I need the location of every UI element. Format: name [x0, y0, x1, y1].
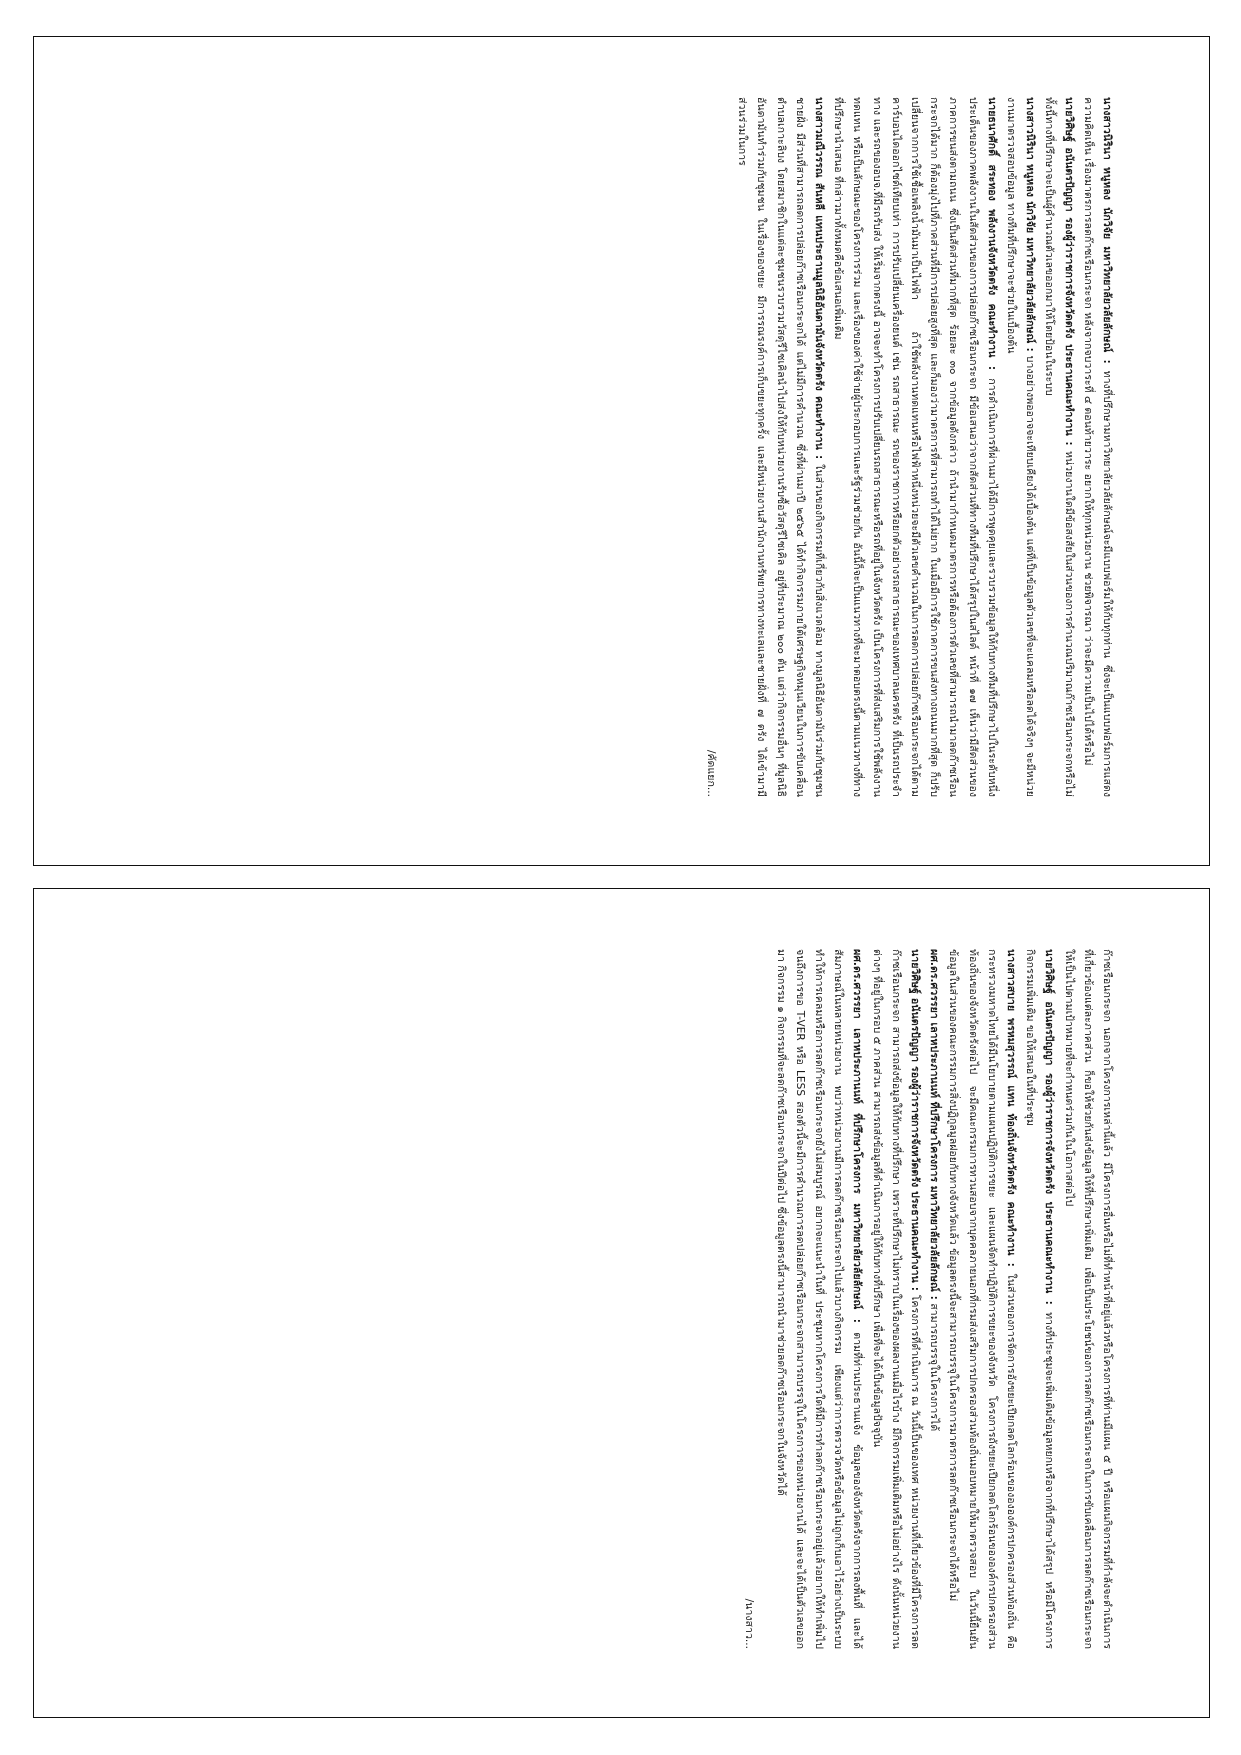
paragraph-text: ทางที่ปรึกษามหาวิทยาลัยวลัยลักษณ์จะมีแบบฟอร์มให้กับทุกท่าน ซึ่งจะเป็นแบบฟอร์มการแสดงความคิดเห็น เรื่องมาตรการลดก๊าซเรือนกระจก หลังจากจบวาระที่ ๔ ตอนท้ายวาระ อยากให้ทุกหน่วยงาน ช่วยพิจารณา ว่าจะมีความเป็นไปได้หรือไม่: [1081, 97, 1113, 797]
speaker-name: นางสาวนิรินา หนูหลง นักวิจัย มหาวิทยาลัยวลัยลักษณ์ :: [1024, 97, 1037, 352]
paragraph-text: ตามที่ท่านประธานแจ้ง ข้อมูลของจังหวัดตรังจากการลงพื้นที่ และได้สัมภาษณ์ในหลายหน่วยงาน พบว่าหน่วยงานมีการลดก๊าซเรือนกระจกไปแล้วบางกิจกรรม เพียงแต่ว่าการตรวจวัดหรือข้อมูลไม่ถูกเก็บเอาไว้อย่างเป็นระบบ ทำให้การเคลมหรือการลดก๊าซเรือนกระจกยังไม่สมบูรณ์ อยากจะแนะนำในที่ ประชุมหากโครงการใดที่มีการทำลดก๊าซเรือนกระจกอยู่แล้วอยากให้ทำเพิ่มไปจนถึงการขอ T-VER หรือ LESS สองตัวนี้จะมีการคำนวณการลดปล่อยก๊าซเรือนกระจกสามารถบรรจุในโครงการของหน่วยงานได้ และจะได้เป็นตัวเลขออกมา กิจกรรม ๑ กิจกรรมที่จะลดก๊าซเรือนกระจกในปีต่อไป ซึ่งข้อมูลตรงนี้สามารถนำมาช่วยลดก๊าซเรือนกระจกในจังหวัดได้: [774, 949, 864, 1649]
paragraph: [924, 949, 943, 1649]
speaker-name: นางสาวนิรินา หนูหลง นักวิจัย มหาวิทยาลัยวลัยลักษณ์ :: [1101, 97, 1113, 364]
paragraph: [1078, 97, 1116, 797]
speaker-name: ผศ.ดร.ศวรรยา เลาหประภานนท์ ที่ปรึกษาโครงการ มหาวิทยาลัยวลัยลักษณ์ :: [928, 949, 941, 1300]
page-2-text-block: [741, 949, 1116, 1649]
speaker-name: นายวิศิษฐ์ อนันตรปัญญา รองผู้ว่าราชการจังหวัดตรัง ประธานคณะทำงาน :: [908, 949, 921, 1292]
paragraph: [828, 97, 1001, 797]
paragraph: [732, 97, 828, 797]
speaker-name: นายวิศิษฐ์ อนันตรปัญญา รองผู้ว่าราชการจังหวัดตรัง ประธานคณะทำงาน :: [1043, 949, 1056, 1305]
paragraph: [1039, 97, 1077, 797]
continuation-marker: /นางสาว...: [743, 1598, 756, 1649]
page-panel-2: [33, 888, 1210, 1718]
page-panel-1: [33, 36, 1210, 866]
paragraph: [1020, 949, 1058, 1649]
paragraph-text: ทางที่ประชุมจะเพิ่มเติมข้อมูลหยกเหรือจากที่ปรึกษาได้สรุป หรือมีโครงการกิจกรรมเพิ่มเติม ขอให้เสนอในที่ประชุม: [1024, 949, 1056, 1649]
paragraph-text: ในส่วนของการจัดการอังขยะเปียกลดโลกร้อนของององค์กรปกครองส่วนท้องถิ่น คือ กระทรวงมหาดไทยได้มีนโยบายตามแผนปฏิบัติการขยะ และแผนจัดทำปฏิบัติการขยะของจังหวัด โครงการถังขยะเปียกลดโลกร้อนขององค์กรปกครองส่วนท้องถิ่นของจังหวัดตรังต่อไป จะมีคณะกรรมการทวนสอบจากบุคคลภายนอกที่กรมส่งเสริมการปกครองส่วนท้องถิ่นมอบหมายให้มาตรวจสอบ ในวันนี้ยืนยันข้อมูลในส่วนของคณะกรรมการสิ่งปฏิกูลมูลฝอยกับทางจังหวัดแล้ว ข้อมูลตรงนี้จะสามารถบรรจุในโครงการมาตรการลดก๊าซเรือนกระจกได้หรือไม่: [947, 949, 1017, 1649]
speaker-name: นายวิศิษฐ์ อนันตรปัญญา รองผู้ว่าราชการจังหวัดตรัง ประธานคณะทำงาน :: [1062, 97, 1075, 446]
paragraph: [943, 949, 1020, 1649]
page-1-text-block: [703, 97, 1116, 797]
speaker-name: นางสาวสบาย พรหมสุวรรณ์ แทน ท้องถิ่นจังหวัดตรัง คณะทำงาน :: [1004, 949, 1017, 1267]
paragraph-text: การดำเนินการที่ผ่านมาได้มีการพูดคุยและรวบรวมข้อมูลให้กับทางทีมที่ปรึกษาไปในระดับหนึ่ง ประเด็นของภาคพลังงานในสัดส่วนของการปล่อยก๊าซเรือนกระจก มีข้อเสนอว่าจากสัดส่วนที่ทางทีมที่ปรึกษาได้สรุปในสไลด์ หน้าที่ ๑๗ เห็นว่ามีสัดส่วนของภาคการขนส่งตามถนน ซึ่งเป็นสัดส่วนที่มากที่สุด ร้อยละ ๓๐ จากข้อมูลดังกล่าว ถ้านำมากำหนดมาตรการหรือต้องการตัวเลขที่สามารถนำมาลดก๊าซเรือนกระจกได้มาก ก็ต้องมุ่งไปที่ภาคส่วนที่มีการปล่อยสูงที่สุด และก็มองว่ามาตรการที่สามารถทำได้ไม่ยาก ในเมื่อมีการใช้ภาคการขนส่งทางถนนมากที่สุด ก็ปรับเปลี่ยนจากการใช้เชื้อเพลิงน้ำมันมาเป็นไฟฟ้า ถ้าใช้พลังงานทดแทนหรือไฟฟ้าหนึ่งหน่วยจะมีตัวเลขคำนวณในการลดการปล่อยก๊าซเรือนกระจกได้ตามคาร์บอนไดออกไซด์เทียบเท่า การปรับเปลี่ยนเครื่องยนต์ เช่น รถสาธารณะ รถของราชการหรือยกตัวอย่างรถสาธารณะของเทศบาลนครตรัง ที่เป็นรถประจำทาง และรถของอบจ.ที่มีรถรับส่ง ให้เริ่มจากตรงนี้ อาจจะทำโครงการปรับเปลี่ยนรถสาธารณะหรือรถที่อยู่ในจังหวัดตรัง เป็นโครงการที่ส่งเสริมการใช้พลังงานทดแทน หรือเป็นลักษณะของโครงการร่วม และเรื่องของค่าใช้จ่ายผู้ประกอบการและรัฐร่วมช่วยกัน อันนี้ก็จะเป็นแนวทางที่จะมาตอบตรงนี้ตามแนวทางที่ทางที่ปรึกษานำเสนอ ที่กล่าวมาทั้งหมดคือข้อเสนอเพิ่มเติม: [832, 97, 998, 797]
paragraph: [770, 949, 866, 1649]
paragraph-text: ในส่วนของกิจกรรมที่เกี่ยวกับสิ่งแวดล้อม ทางมูลนิธิอันดามันร่วมกับชุมชนชายฝั่ง มีส่วนที่สามารถลดการปล่อยก๊าซเรือนกระจกได้ แต่ไม่มีการคำนวณ ซึ่งที่ผ่านมาปี ๒๕๖๕ ได้ทำกิจกรรมภายใต้เศรษฐกิจหมุนเวียนในการขับเคลื่อนตำบลเกาะลิบง โดยสมาชิกในแต่ละชุมชนรวบรวมวัสดุรีไซเคิลนำไปส่งให้กับหน่วยงานรับซื้อวัสดุรีไซเคิล อยู่ที่ประมาณ ๒๐๐ ตัน แต่ว่ากิจกรรมอื่นๆ ที่มูลนิธิอันดามันทำร่วมกับชุมชน ในเรื่องของขยะ มีการรณรงค์การเก็บขยะทุกครั้ง และมีหน่วยงานสำนักงานทรัพยากรทางทะเลและชายฝั่งที่ ๗ ตรัง ได้เข้ามามีส่วนร่วมในการ: [736, 97, 825, 798]
speaker-name: ผศ.ดร.ศวรรยา เลาหประภานนท์ ที่ปรึกษาโครงการ มหาวิทยาลัยวลัยลักษณ์ :: [851, 949, 864, 1324]
continuation-marker: /คัดแยก...: [704, 749, 717, 797]
paragraph: [1001, 97, 1039, 797]
paragraph-text: ก๊าซเรือนกระจก นอกจากโครงการเหล่านี้แล้ว มีโครงการอื่นหรือไม่ที่ทำหน้าที่อยู่แล้วหรือโครงการที่ท่านมีแผน ๕ ปี หรือแผนกิจกรรมที่กำลังจะดำเนินการ ที่เกี่ยวข้องแต่ละภาคส่วน ก็ขอให้ช่วยกันส่งข้อมูลให้ที่ปรึกษาเพิ่มเติม เพื่อเป็นประโยชน์ของการลดก๊าซเรือนกระจกในการขับเคลื่อนการลดก๊าซเรือนกระจกให้เป็นไปตามเป้าหมายที่จะกำหนดร่วมกันในโอกาสต่อไป: [1062, 949, 1113, 1649]
paragraph-text: โครงการที่ดำเนินการ ณ วันนี้เป็นของเทศ หน่วยงานที่เกี่ยวข้องที่มีโครงการลดก๊าซเรือนกระจก สามารถส่งข้อมูลให้กับทางที่ปรึกษา เพราะที่ปรึกษาไม่ทราบในเรื่องของผลงานเมื่อไรบ้าง มีกิจกรรมเพิ่มเติมหรือไม่อย่างไร ดังนั้นหน่วยงานต่างๆ ที่อยู่ในกรอบ ๕ ภาคส่วน สามารถส่งข้อมูลที่ดำเนินการอยู่ให้กับทางที่ปรึกษา เพื่อที่จะได้เป็นข้อมูลปัจจุบัน: [870, 949, 921, 1650]
paragraph: [1058, 949, 1116, 1649]
paragraph-text: หน่วยงานใดมีข้อสงสัยในส่วนของการคำนวณปริมาณก๊าซเรือนกระจกหรือไม่ ทั้งนี้ทางที่ปรึกษาจะเป็นผู้คำนวณตัวเลขออกมาให้โดยป้อนในระบบ: [1043, 97, 1075, 797]
paragraph-text: บางอย่างพออาจจะเทียบเคียงได้เบื้องต้น แต่ที่เป็นข้อมูลตัวเลขที่จะแคลมหรือลดได้จริงๆ จะมีหน่วยงานมาตรวจสอบข้อมูล ทางทีมที่ปรึกษาจะช่วยในเบื้องต้น: [1004, 97, 1037, 797]
speaker-name: นายธนาศักดิ์ สระทอง พลังงานจังหวัดตรัง คณะทำงาน :: [985, 97, 998, 371]
speaker-name: นางสาวมณีวรรณ สันหลี แทนประธานมูลนิธิอันดามันจังหวัดตรัง คณะทำงาน :: [812, 97, 825, 460]
paragraph-text: สามารถบรรจุในโครงการได้: [928, 1303, 941, 1432]
paragraph: [866, 949, 924, 1649]
